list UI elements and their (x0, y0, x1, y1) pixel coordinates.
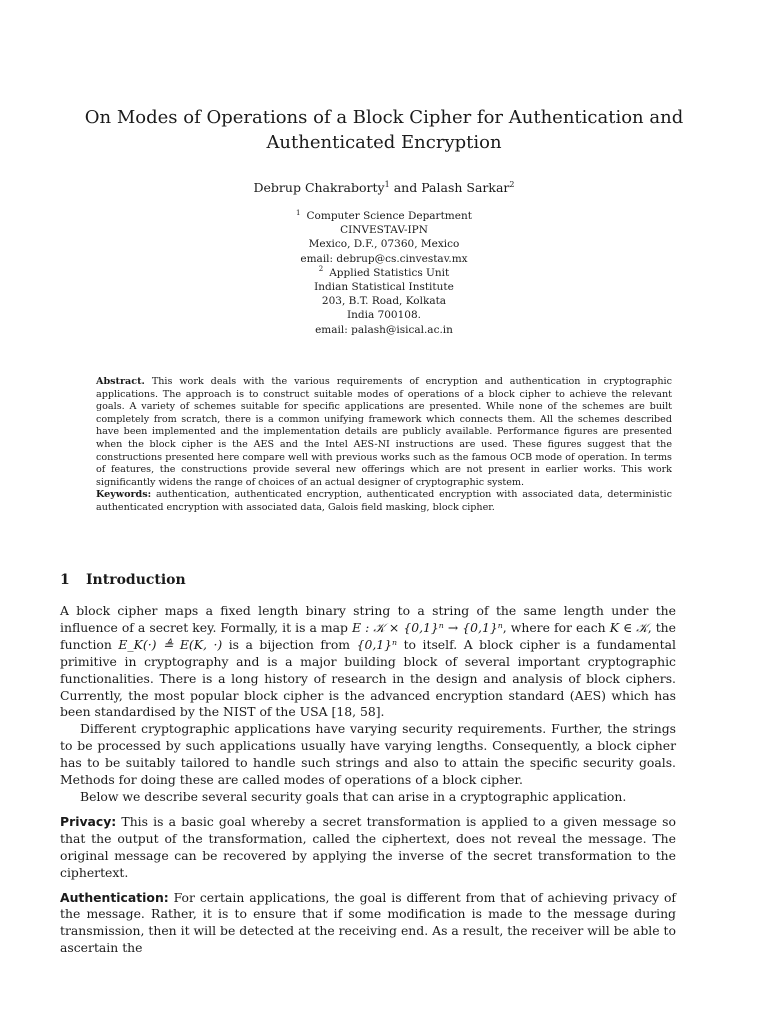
abstract-text: This work deals with the various requirements of encryption and authentication in cryptographic applications. The approach is to construct suitable modes of operations of a block cipher to achieve the relevant goals. A variety of schemes suitable for specific applications are presented. While none of the schemes are built completely from scratch, there is a common unifying framework which connects them. All the schemes described have been implemented and the implementation details are publicly available. Performance figures are presented when the block cipher is the AES and the Intel AES-NI instructions are used. These figures suggest that the constructions presented here compare well with previous works such as the famous OCB mode of operation. In terms of features, the constructions provide several new offerings which are not present in earlier works. This work significantly widens the range of choices of an actual designer of cryptographic system. (96, 376, 672, 488)
intro-paragraph: Different cryptographic applications have varying security requirements. Further, the strings to be processed by such applications usually have varying lengths. Consequently, a block cipher has to be suitably tailored to handle such strings and also to attain the specific security goals. Methods for doing these are called modes of operations of a block cipher. (60, 721, 676, 788)
affiliation-line: $^2$ Applied Statistics Unit (318, 265, 450, 279)
abstract-block (96, 376, 672, 515)
keywords-label: Keywords: (96, 489, 152, 501)
affiliation-line: Indian Statistical Institute (314, 281, 454, 294)
block-cipher-map: E : 𝒦 × {0,1}ⁿ → {0,1}ⁿ (352, 619, 503, 635)
affiliation-line: India 700108. (346, 309, 421, 322)
key-membership: K ∈ 𝒦 (609, 619, 648, 635)
affiliation-email: email: debrup@cs.cinvestav.mx (300, 252, 468, 265)
author-line (0, 180, 768, 196)
affiliation-line: $^1$ Computer Science Department (296, 208, 472, 222)
bit-string-set: {0,1}ⁿ (356, 636, 398, 652)
author-name: Palash Sarkar (421, 180, 510, 195)
affiliation-line: CINVESTAV-IPN (340, 224, 428, 237)
privacy-paragraph: Privacy: This is a basic goal whereby a secret transformation is applied to a given message so that the output of the transformation, called the ciphertext, does not reveal the message. The original message can be recovered by applying the inverse of the secret transformation to the ciphertext. (60, 813, 676, 880)
keywords-paragraph (96, 489, 672, 514)
privacy-label: Privacy: (60, 813, 117, 829)
section-title: Introduction (86, 572, 186, 588)
author-joiner: and (393, 180, 418, 195)
affiliations (0, 209, 768, 337)
affiliation-email: email: palash@isical.ac.in (315, 323, 453, 336)
intro-paragraph: Below we describe several security goals that can arise in a cryptographic application. (80, 788, 627, 804)
author-mark: 2 (509, 179, 515, 189)
authentication-paragraph: Authentication: For certain applications, the goal is different from that of achieving privacy of the message. Rather, it is to ensure that if some modification is made to the message during transmission, then it will be detected at the receiving end. As a result, the receiver will be able to ascertain the (60, 889, 676, 956)
abstract-label: Abstract. (96, 376, 145, 387)
keywords-text: authentication, authenticated encryption, authenticated encryption with associated data, deterministic authenticated encryption with associated data, Galois field masking, block cipher. (96, 489, 672, 513)
affiliation-mark: 2 (318, 265, 324, 274)
authentication-label: Authentication: (60, 889, 169, 905)
keyed-function: E_K(·) ≜ E(K, ·) (118, 636, 223, 652)
author-name: Debrup Chakraborty (253, 180, 385, 195)
affiliation-mark: 1 (296, 208, 301, 217)
intro-body (60, 603, 676, 957)
author-mark: 1 (384, 179, 390, 189)
affiliation-line: 203, B.T. Road, Kolkata (321, 295, 447, 308)
paper-title: On Modes of Operations of a Block Cipher for Authentication and Authenticated Encryption (84, 107, 684, 153)
abstract-paragraph (96, 376, 672, 489)
section-number: 1 (60, 572, 70, 588)
section-heading (60, 571, 186, 589)
intro-paragraph: A block cipher maps a fixed length binary string to a string of the same length under the influence of a secret key. Formally, it is a map E : 𝒦 × {0,1}ⁿ → {0,1}ⁿ, where for each K ∈ 𝒦, the function E_K(·) ≜ E(K, ·) is a bijection from {0,1}ⁿ to itself. A block cipher is a fundamental primitive in cryptography and is a major building block of several important cryptographic functionalities. There is a long history of research in the design and analysis of block ciphers. Currently, the most popular block cipher is the advanced encryption standard (AES) which has been standardised by the NIST of the USA [18, 58]. (60, 603, 676, 720)
affiliation-line: Mexico, D.F., 07360, Mexico (308, 238, 460, 251)
